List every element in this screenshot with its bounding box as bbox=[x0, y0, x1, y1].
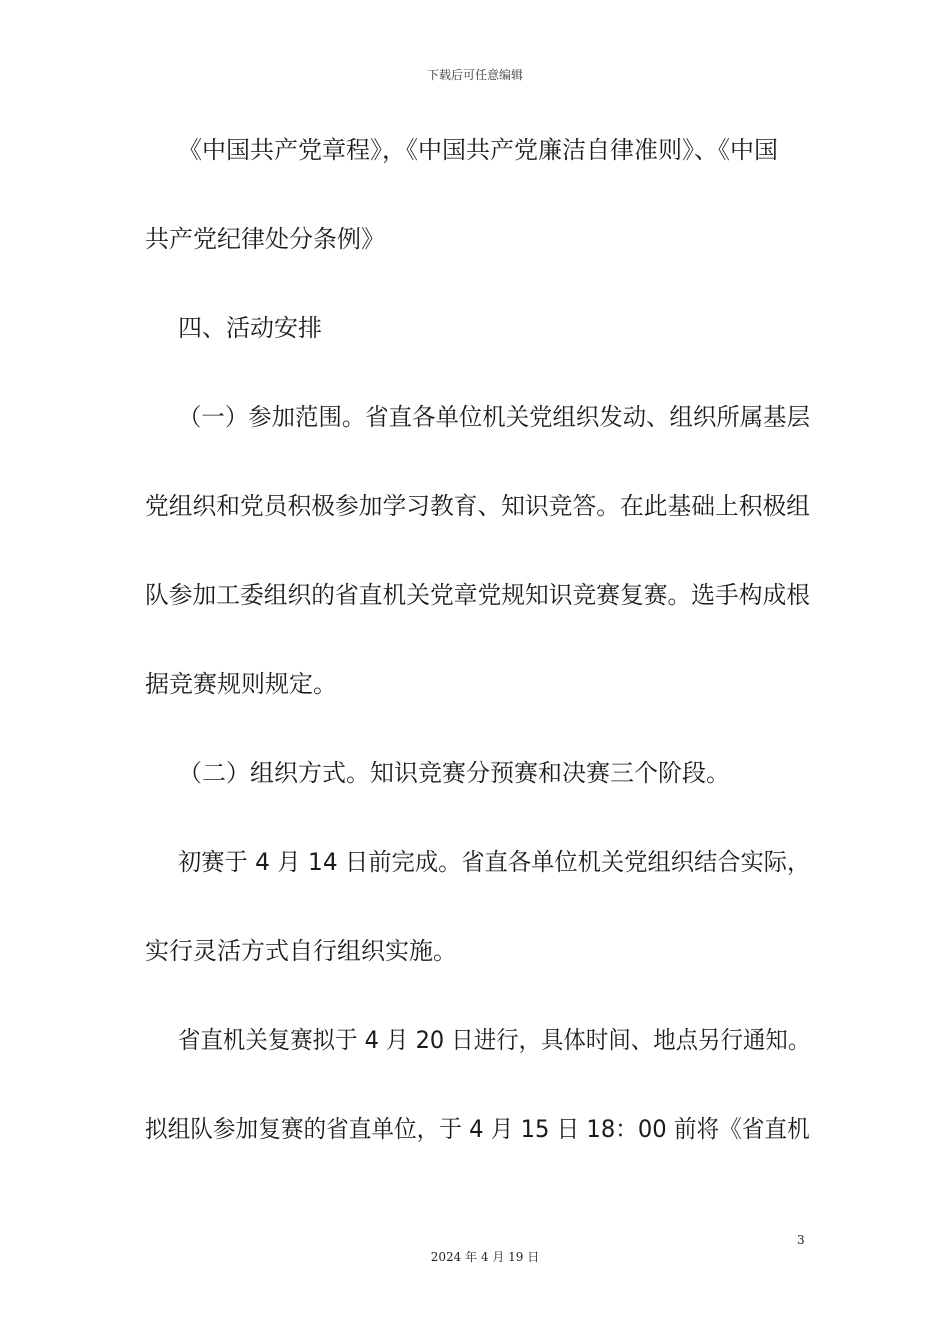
text-line-12: 拟组队参加复赛的省直单位，于 4 月 15 日 18：00 前将《省直机 bbox=[145, 1115, 810, 1143]
text-line-1: 《中国共产党章程》，《中国共产党廉洁自律准则》、《中国 bbox=[178, 136, 778, 164]
text-line-9: 初赛于 4 月 14 日前完成。省直各单位机关党组织结合实际， bbox=[178, 848, 811, 876]
text-line-10: 实行灵活方式自行组织实施。 bbox=[145, 937, 457, 965]
text-line-8: （二）组织方式。知识竞赛分预赛和决赛三个阶段。 bbox=[178, 759, 730, 787]
text-line-6: 队参加工委组织的省直机关党章党规知识竞赛复赛。选手构成根 bbox=[145, 581, 811, 609]
text-line-2: 共产党纪律处分条例》 bbox=[145, 225, 385, 253]
text-line-5: 党组织和党员积极参加学习教育、知识竞答。在此基础上积极组 bbox=[145, 492, 811, 520]
text-line-4: （一）参加范围。省直各单位机关党组织发动、组织所属基层 bbox=[178, 403, 810, 431]
page-number: 3 bbox=[797, 1233, 805, 1247]
text-line-11: 省直机关复赛拟于 4 月 20 日进行，具体时间、地点另行通知。 bbox=[178, 1026, 811, 1054]
text-line-7: 据竞赛规则规定。 bbox=[145, 670, 337, 698]
footer-date: 2024 年 4 月 19 日 bbox=[430, 1250, 540, 1264]
header-note: 下载后可任意编辑 bbox=[426, 68, 523, 82]
section-heading: 四、活动安排 bbox=[178, 314, 322, 342]
